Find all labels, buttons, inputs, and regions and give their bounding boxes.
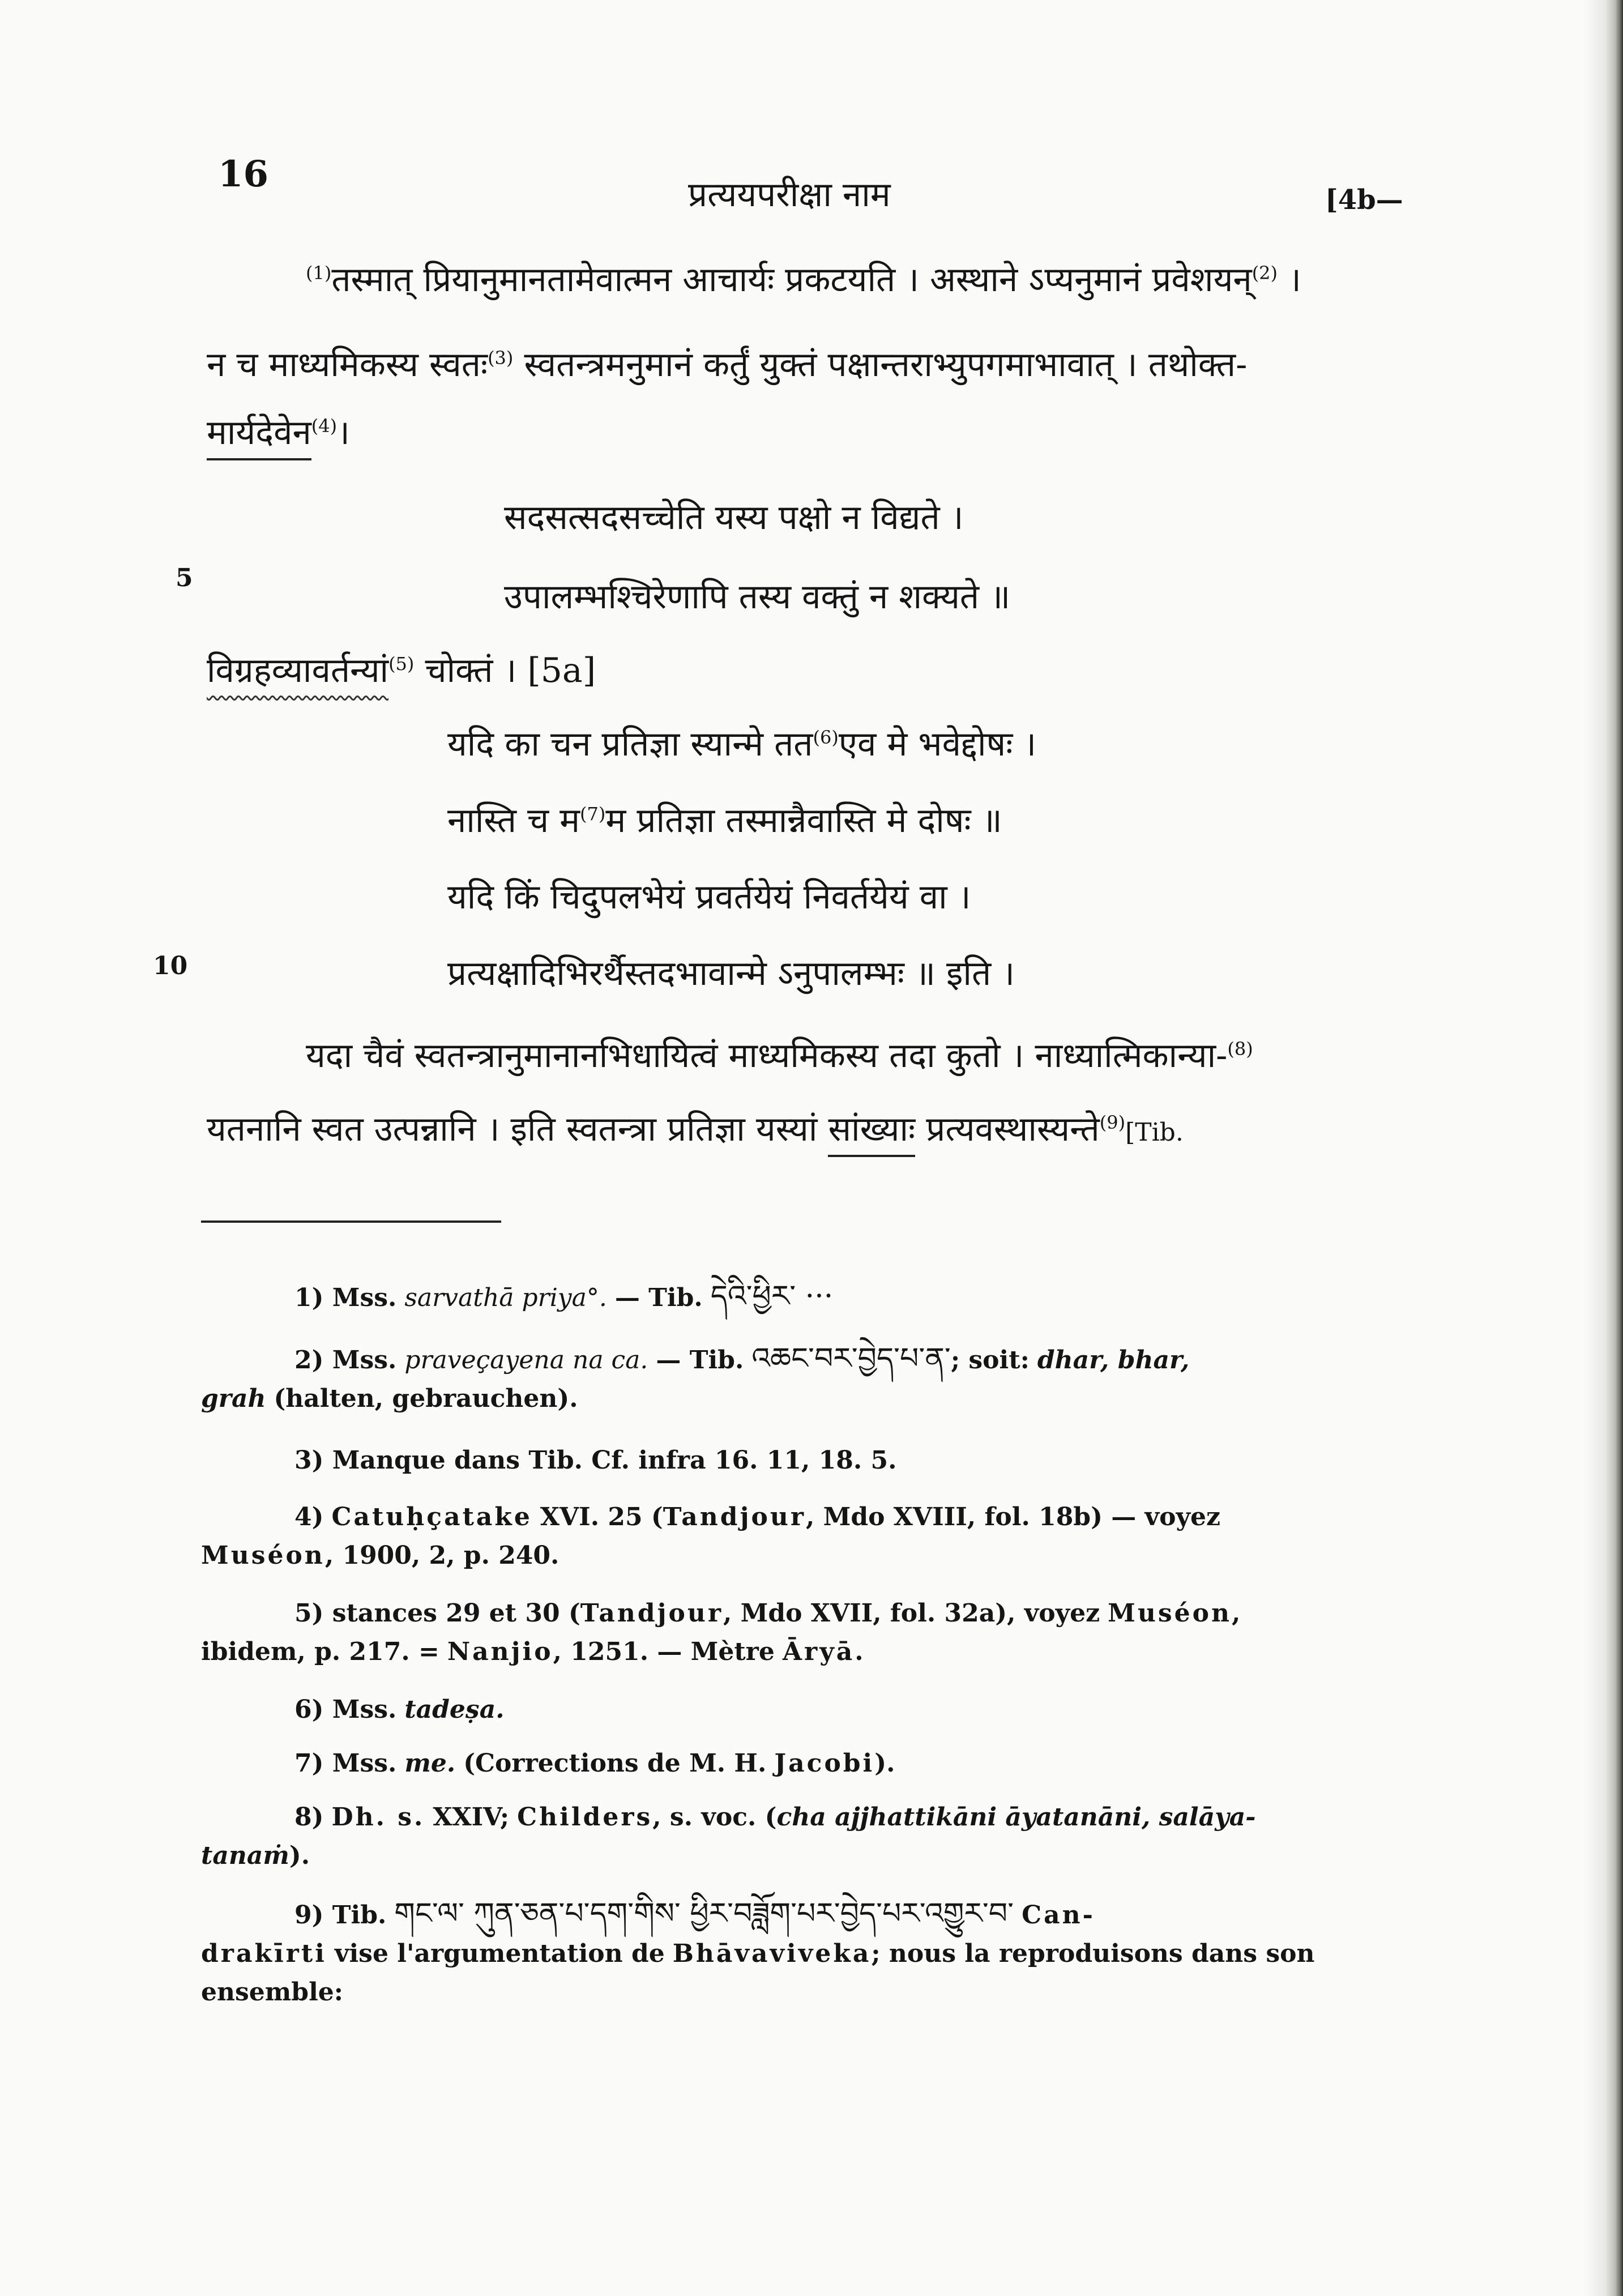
- footnote-1: 1) Mss. sarvathā priya°. — Tib. དེའི་ཕྱིར་ ···: [294, 1279, 834, 1313]
- line-number-10: 10: [153, 951, 188, 980]
- footnote-4: 4) Catuḥçatake XVI. 25 (Tandjour, Mdo XVIII, fol. 18b) — voyez Muséon, 1900, 2, p. 240.: [201, 1503, 1220, 1570]
- footnote-5: 5) stances 29 et 30 (Tandjour, Mdo XVII, fol. 32a), voyez Muséon, ibidem, p. 217. = Nanjio, 1251. — Mètre Āryā.: [201, 1599, 1241, 1666]
- scan-edge-shadow: [1583, 0, 1623, 2296]
- folio-marker: [4b—: [1325, 184, 1403, 216]
- footnote-ref: (8): [1227, 1038, 1253, 1060]
- prose-line-6: यतनानि स्वत उत्पन्नानि । इति स्वतन्त्रा प्रतिज्ञा यस्यां सांख्याः प्रत्यवस्थास्यन्ते$^{(9)}$[Tib.: [207, 1104, 1184, 1151]
- running-title: प्रत्ययपरीक्षा नाम: [688, 175, 891, 215]
- prose-line-4: विग्रहव्यावर्तन्यां$^{(5)}$ चोक्तं । [5a]: [207, 651, 596, 690]
- prose-line-5: यदा चैवं स्वतन्त्रानुमानानभिधायित्वं माध्यमिकस्य तदा कुतो । नाध्यात्मिकान्या-$^{(8)}$: [306, 1036, 1253, 1076]
- footnote-7: 7) Mss. me. (Corrections de M. H. Jacobi).: [294, 1749, 895, 1778]
- verse-line: उपालम्भश्चिरेणापि तस्य वक्तुं न शक्यते ॥: [504, 577, 1011, 617]
- footnote-separator: [201, 1220, 501, 1223]
- footnote-ref: (5): [388, 653, 415, 675]
- work-title: विग्रहव्यावर्तन्यां: [207, 651, 389, 690]
- line-number-5: 5: [176, 564, 193, 592]
- verse-line: प्रत्यक्षादिभिरर्थैस्तदभावान्मे ऽनुपालम्भः ॥ इति ।: [447, 954, 1015, 993]
- footnote-ref: (6): [813, 727, 839, 748]
- verse-line: सदसत्सदसच्चेति यस्य पक्षो न विद्यते ।: [504, 498, 964, 537]
- footnote-ref: (2): [1252, 262, 1278, 284]
- footnote-6: 6) Mss. tadeṣa.: [294, 1695, 505, 1724]
- prose-line-2: न च माध्यमिकस्य स्वतः$^{(3)}$ स्वतन्त्रमनुमानं कर्तुं युक्तं पक्षान्तराभ्युपगमाभावात् । तथोक्त-: [207, 345, 1248, 385]
- verse-line: यदि का चन प्रतिज्ञा स्यान्मे तत$^{(6)}$एव मे भवेद्दोषः ।: [447, 724, 1037, 764]
- footnote-ref: (3): [488, 347, 514, 369]
- prose-line-3: मार्यदेवेन$^{(4)}$।: [207, 408, 350, 454]
- footnote-ref: (1): [306, 262, 332, 284]
- footnote-ref: (7): [580, 803, 606, 825]
- footnote-ref: (4): [311, 415, 338, 437]
- footnote-2: 2) Mss. praveçayena na ca. — Tib. འཆང་བར་བྱེད་པ་ན་; soit: dhar, bhar, grah (halten, gebrauchen).: [201, 1342, 1190, 1413]
- footnote-3: 3) Manque dans Tib. Cf. infra 16. 11, 18. 5.: [294, 1446, 897, 1475]
- footnote-8: 8) Dh. s. XXIV; Childers, s. voc. (cha ajjhattikāni āyatanāni, salāya- tanaṁ).: [201, 1803, 1256, 1870]
- verse-line: नास्ति च म$^{(7)}$म प्रतिज्ञा तस्मान्नैवास्ति मे दोषः ॥: [447, 801, 1002, 840]
- footnote-ref: (9): [1099, 1112, 1126, 1133]
- verse-line: यदि किं चिदुपलभेयं प्रवर्तयेयं निवर्तयेयं वा ।: [447, 877, 971, 917]
- page-number: 16: [218, 153, 269, 195]
- footnote-9: 9) Tib. གང་ལ་ ཀུན་ཅན་པ་དག་གིས་ ཕྱིར་བཟློག་པར་བྱེད་པར་འགྱུར་བ་ Can- drakīrti vise l'argumentation de Bhāvaviveka; nous la reproduisons dans son ensemble:: [201, 1897, 1315, 2007]
- prose-line-1: $^{(1)}$तस्मात् प्रियानुमानतामेवात्मन आचार्यः प्रकटयति । अस्थाने ऽप्यनुमानं प्रवेशयन्$^{(2)}$ ।: [306, 260, 1301, 300]
